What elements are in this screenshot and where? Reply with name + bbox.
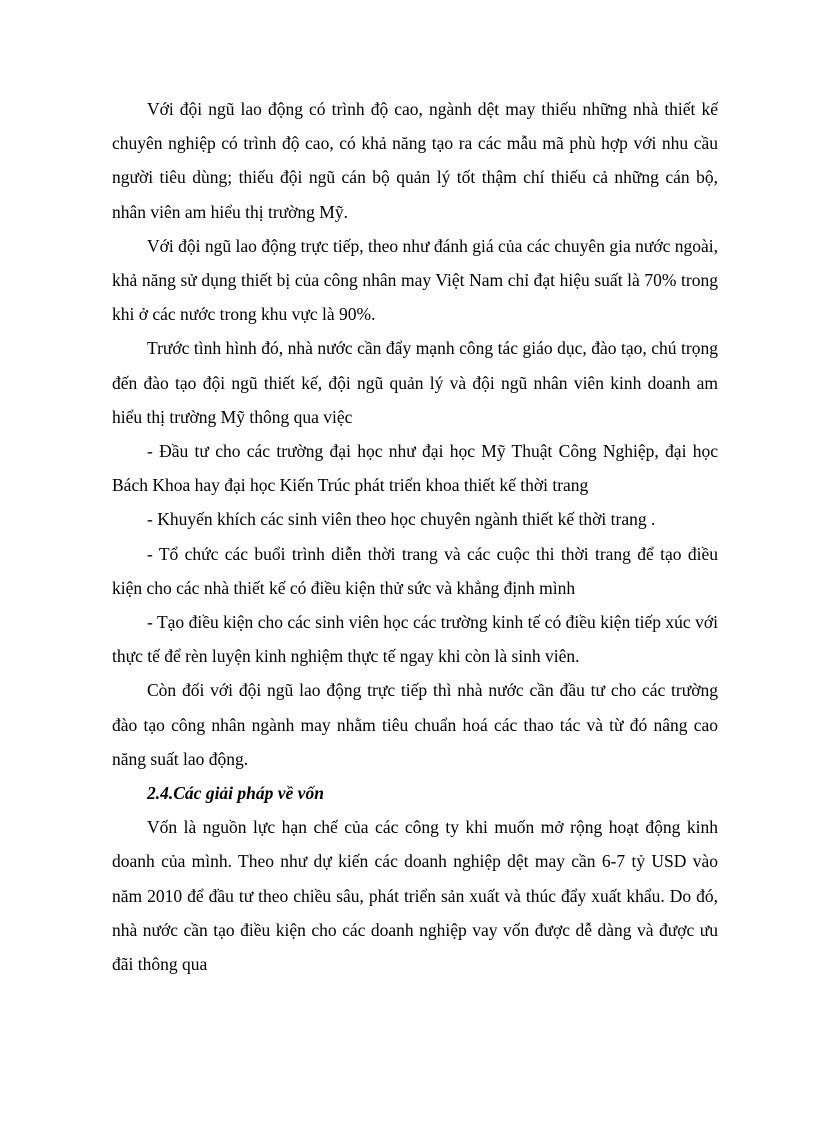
paragraph-capital-solutions: Vốn là nguồn lực hạn chế của các công ty khi muốn mở rộng hoạt động kinh doanh của mình. Theo như dự kiến các doanh nghiệp dệt may cần 6-7 tỷ USD vào năm 2010 để đầu tư theo chiều sâu, phát triển sản xuất và thúc đẩy xuất khẩu. Do đó, nhà nước cần tạo điều kiện cho các doanh nghiệp vay vốn được dễ dàng và được ưu đãi thông qua — [112, 817, 718, 975]
section-heading: 2.4.Các giải pháp về vốn — [147, 783, 324, 804]
list-item-encourage-students: - Khuyến khích các sinh viên theo học chuyên ngành thiết kế thời trang . — [147, 509, 656, 530]
paragraph-worker-training: Còn đối với đội ngũ lao động trực tiếp thì nhà nước cần đầu tư cho các trường đào tạo công nhân ngành may nhằm tiêu chuẩn hoá các thao tác và từ đó nâng cao năng suất lao động. — [112, 680, 718, 769]
list-item-invest-universities: - Đầu tư cho các trường đại học như đại học Mỹ Thuật Công Nghiệp, đại học Bách Khoa hay đại học Kiến Trúc phát triển khoa thiết kế thời trang — [112, 441, 718, 496]
list-item-fashion-shows: - Tổ chức các buổi trình diễn thời trang và các cuộc thi thời trang để tạo điều kiện cho các nhà thiết kế có điều kiện thử sức và khẳng định mình — [112, 543, 718, 598]
paragraph-design-staff-shortage: Với đội ngũ lao động có trình độ cao, ngành dệt may thiếu những nhà thiết kế chuyên nghiệp có trình độ cao, có khả năng tạo ra các mẫu mã phù hợp với nhu cầu người tiêu dùng; thiếu đội ngũ cán bộ quản lý tốt thậm chí thiếu cả những cán bộ, nhân viên am hiểu thị trường Mỹ. — [112, 99, 718, 222]
list-item-economics-students: - Tạo điều kiện cho các sinh viên học các trường kinh tế có điều kiện tiếp xúc với thực tế để rèn luyện kinh nghiệm thực tế ngay khi còn là sinh viên. — [112, 612, 718, 667]
document-page — [112, 92, 718, 981]
paragraph-training-intro: Trước tình hình đó, nhà nước cần đẩy mạnh công tác giáo dục, đào tạo, chú trọng đến đào tạo đội ngũ thiết kế, đội ngũ quản lý và đội ngũ nhân viên kinh doanh am hiểu thị trường Mỹ thông qua việc — [112, 338, 718, 427]
paragraph-direct-labor-efficiency: Với đội ngũ lao động trực tiếp, theo như đánh giá của các chuyên gia nước ngoài, khả năng sử dụng thiết bị của công nhân may Việt Nam chỉ đạt hiệu suất là 70% trong khi ở các nước trong khu vực là 90%. — [112, 235, 718, 325]
